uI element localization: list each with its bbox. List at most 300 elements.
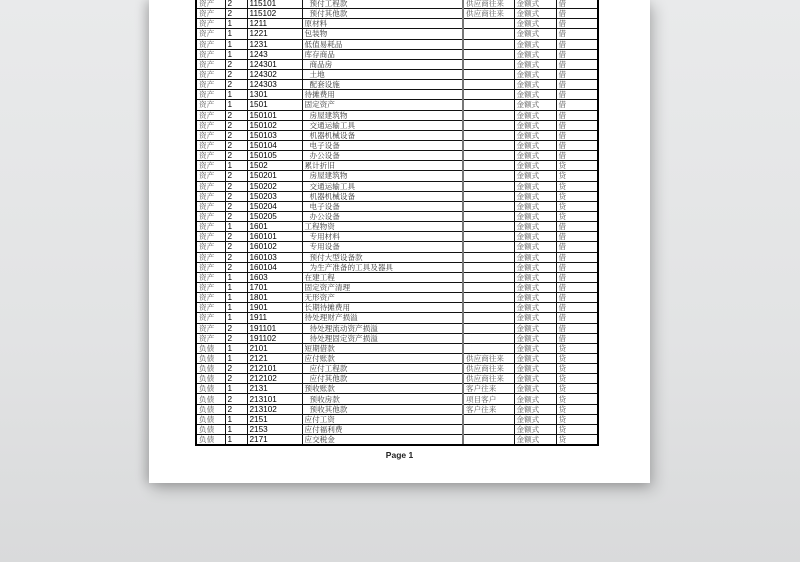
table-row [196,49,598,59]
account-level-cell: 2 [225,0,247,9]
balance-direction-cell: 贷 [556,353,598,363]
table-row [196,364,598,374]
table-row [196,222,598,232]
account-code-cell: 124302 [247,69,302,79]
account-code-cell: 212102 [247,374,302,384]
account-format-cell: 金额式 [514,262,556,272]
account-code-cell: 1231 [247,39,302,49]
account-format-cell: 金额式 [514,100,556,110]
account-code-cell: 150202 [247,181,302,191]
account-category-cell: 资产 [196,29,225,39]
account-name-cell: 长期待摊费用 [302,303,463,313]
account-format-cell: 金额式 [514,272,556,282]
table-row [196,100,598,110]
account-name-cell: 待处理流动资产损溢 [302,323,463,333]
account-code-cell: 160101 [247,232,302,242]
account-level-cell: 2 [225,110,247,120]
account-category-cell: 资产 [196,0,225,9]
account-format-cell: 金额式 [514,151,556,161]
account-code-cell: 150103 [247,130,302,140]
account-category-cell: 资产 [196,242,225,252]
auxiliary-accounting-cell [463,191,514,201]
balance-direction-cell: 借 [556,140,598,150]
balance-direction-cell: 借 [556,80,598,90]
balance-direction-cell: 借 [556,0,598,9]
account-name-cell: 累计折旧 [302,161,463,171]
account-category-cell: 资产 [196,201,225,211]
balance-direction-cell: 借 [556,130,598,140]
account-category-cell: 资产 [196,191,225,201]
account-code-cell: 150203 [247,191,302,201]
auxiliary-accounting-cell [463,232,514,242]
auxiliary-accounting-cell [463,140,514,150]
account-category-cell: 负债 [196,353,225,363]
balance-direction-cell: 借 [556,333,598,343]
account-category-cell: 资产 [196,171,225,181]
page-number-label: Page 1 [385,450,414,460]
account-level-cell: 2 [225,80,247,90]
account-code-cell: 1603 [247,272,302,282]
account-category-cell: 资产 [196,252,225,262]
account-level-cell: 2 [225,69,247,79]
table-row [196,9,598,19]
account-format-cell: 金额式 [514,303,556,313]
account-name-cell: 固定资产 [302,100,463,110]
table-row [196,384,598,394]
table-row [196,293,598,303]
balance-direction-cell: 借 [556,242,598,252]
table-row [196,262,598,272]
table-row [196,232,598,242]
account-code-cell: 150105 [247,151,302,161]
account-format-cell: 金额式 [514,435,556,446]
account-name-cell: 交通运输工具 [302,181,463,191]
balance-direction-cell: 贷 [556,384,598,394]
auxiliary-accounting-cell: 项目客户 [463,394,514,404]
account-code-cell: 1801 [247,293,302,303]
account-name-cell: 包装物 [302,29,463,39]
auxiliary-accounting-cell: 供应商往来 [463,353,514,363]
account-level-cell: 1 [225,313,247,323]
account-level-cell: 1 [225,49,247,59]
account-level-cell: 2 [225,394,247,404]
account-format-cell: 金额式 [514,69,556,79]
account-name-cell: 应付其他款 [302,374,463,384]
account-code-cell: 115101 [247,0,302,9]
table-row [196,414,598,424]
balance-direction-cell: 借 [556,293,598,303]
account-name-cell: 办公设备 [302,211,463,221]
table-row [196,140,598,150]
auxiliary-accounting-cell [463,130,514,140]
balance-direction-cell: 贷 [556,211,598,221]
account-name-cell: 固定资产清理 [302,282,463,292]
balance-direction-cell: 借 [556,49,598,59]
account-format-cell: 金额式 [514,171,556,181]
account-level-cell: 1 [225,272,247,282]
account-level-cell: 2 [225,151,247,161]
account-name-cell: 办公设备 [302,151,463,161]
account-name-cell: 为生产准备的工具及器具 [302,262,463,272]
account-level-cell: 1 [225,343,247,353]
account-name-cell: 低值易耗品 [302,39,463,49]
account-name-cell: 预收账款 [302,384,463,394]
table-row [196,59,598,69]
balance-direction-cell: 借 [556,9,598,19]
account-level-cell: 2 [225,201,247,211]
auxiliary-accounting-cell [463,19,514,29]
account-format-cell: 金额式 [514,19,556,29]
account-format-cell: 金额式 [514,191,556,201]
account-format-cell: 金额式 [514,424,556,434]
auxiliary-accounting-cell [463,272,514,282]
account-format-cell: 金额式 [514,252,556,262]
balance-direction-cell: 借 [556,303,598,313]
table-row [196,394,598,404]
account-level-cell: 2 [225,120,247,130]
account-name-cell: 待处理固定资产损溢 [302,333,463,343]
account-code-cell: 1501 [247,100,302,110]
account-format-cell: 金额式 [514,242,556,252]
account-level-cell: 1 [225,90,247,100]
auxiliary-accounting-cell [463,343,514,353]
balance-direction-cell: 借 [556,100,598,110]
account-format-cell: 金额式 [514,333,556,343]
table-row [196,80,598,90]
auxiliary-accounting-cell [463,424,514,434]
table-row [196,90,598,100]
account-name-cell: 配套设施 [302,80,463,90]
account-code-cell: 1601 [247,222,302,232]
balance-direction-cell: 贷 [556,161,598,171]
account-category-cell: 资产 [196,161,225,171]
account-level-cell: 2 [225,232,247,242]
account-format-cell: 金额式 [514,232,556,242]
account-format-cell: 金额式 [514,343,556,353]
account-category-cell: 资产 [196,140,225,150]
account-code-cell: 150101 [247,110,302,120]
account-name-cell: 机器机械设备 [302,130,463,140]
auxiliary-accounting-cell [463,242,514,252]
account-format-cell: 金额式 [514,293,556,303]
balance-direction-cell: 借 [556,69,598,79]
account-code-cell: 115102 [247,9,302,19]
table-row [196,252,598,262]
auxiliary-accounting-cell [463,120,514,130]
account-code-cell: 160102 [247,242,302,252]
auxiliary-accounting-cell [463,29,514,39]
account-format-cell: 金额式 [514,353,556,363]
account-category-cell: 负债 [196,384,225,394]
account-name-cell: 电子设备 [302,201,463,211]
account-category-cell: 资产 [196,181,225,191]
account-code-cell: 2171 [247,435,302,446]
account-code-cell: 2101 [247,343,302,353]
account-category-cell: 资产 [196,130,225,140]
account-level-cell: 2 [225,323,247,333]
account-level-cell: 2 [225,252,247,262]
account-category-cell: 资产 [196,303,225,313]
account-level-cell: 1 [225,19,247,29]
account-category-cell: 负债 [196,343,225,353]
auxiliary-accounting-cell: 供应商往来 [463,0,514,9]
table-row [196,161,598,171]
auxiliary-accounting-cell [463,80,514,90]
account-format-cell: 金额式 [514,161,556,171]
account-code-cell: 160104 [247,262,302,272]
account-code-cell: 191101 [247,323,302,333]
table-row [196,120,598,130]
table-row [196,211,598,221]
chart-of-accounts-table [195,0,599,446]
account-category-cell: 资产 [196,80,225,90]
account-category-cell: 资产 [196,39,225,49]
account-name-cell: 预收房款 [302,394,463,404]
account-category-cell: 资产 [196,9,225,19]
table-row [196,201,598,211]
account-format-cell: 金额式 [514,181,556,191]
account-name-cell: 预收其他款 [302,404,463,414]
balance-direction-cell: 借 [556,39,598,49]
table-row [196,0,598,9]
balance-direction-cell: 借 [556,232,598,242]
account-name-cell: 工程物资 [302,222,463,232]
account-format-cell: 金额式 [514,90,556,100]
account-category-cell: 负债 [196,424,225,434]
balance-direction-cell: 借 [556,120,598,130]
account-category-cell: 资产 [196,151,225,161]
account-name-cell: 房屋建筑物 [302,110,463,120]
account-format-cell: 金额式 [514,49,556,59]
account-level-cell: 2 [225,364,247,374]
account-name-cell: 应付工资 [302,414,463,424]
auxiliary-accounting-cell [463,262,514,272]
account-level-cell: 1 [225,303,247,313]
account-format-cell: 金额式 [514,130,556,140]
balance-direction-cell: 贷 [556,424,598,434]
table-row [196,272,598,282]
account-name-cell: 机器机械设备 [302,191,463,201]
table-row [196,191,598,201]
account-name-cell: 原材料 [302,19,463,29]
account-format-cell: 金额式 [514,364,556,374]
table-row [196,39,598,49]
account-category-cell: 负债 [196,435,225,446]
account-code-cell: 2131 [247,384,302,394]
table-row [196,110,598,120]
account-category-cell: 资产 [196,313,225,323]
account-format-cell: 金额式 [514,323,556,333]
table-row [196,181,598,191]
account-level-cell: 2 [225,211,247,221]
table-row [196,282,598,292]
balance-direction-cell: 贷 [556,191,598,201]
account-category-cell: 资产 [196,333,225,343]
account-category-cell: 资产 [196,59,225,69]
balance-direction-cell: 贷 [556,404,598,414]
auxiliary-accounting-cell: 供应商往来 [463,364,514,374]
balance-direction-cell: 借 [556,252,598,262]
account-code-cell: 213101 [247,394,302,404]
account-category-cell: 负债 [196,374,225,384]
account-category-cell: 资产 [196,69,225,79]
balance-direction-cell: 借 [556,151,598,161]
account-name-cell: 短期借款 [302,343,463,353]
table-row [196,343,598,353]
account-code-cell: 150201 [247,171,302,181]
account-name-cell: 应付福利费 [302,424,463,434]
account-level-cell: 2 [225,242,247,252]
table-row [196,29,598,39]
account-format-cell: 金额式 [514,313,556,323]
account-format-cell: 金额式 [514,29,556,39]
account-name-cell: 库存商品 [302,49,463,59]
account-format-cell: 金额式 [514,9,556,19]
account-format-cell: 金额式 [514,0,556,9]
account-code-cell: 212101 [247,364,302,374]
balance-direction-cell: 借 [556,59,598,69]
balance-direction-cell: 借 [556,29,598,39]
auxiliary-accounting-cell [463,333,514,343]
account-code-cell: 160103 [247,252,302,262]
account-code-cell: 150102 [247,120,302,130]
account-category-cell: 负债 [196,404,225,414]
table-row [196,435,598,446]
account-name-cell: 商品房 [302,59,463,69]
account-level-cell: 1 [225,353,247,363]
auxiliary-accounting-cell [463,211,514,221]
account-code-cell: 1901 [247,303,302,313]
account-name-cell: 应付工程款 [302,364,463,374]
account-category-cell: 资产 [196,49,225,59]
account-level-cell: 2 [225,171,247,181]
account-code-cell: 213102 [247,404,302,414]
document-page [149,0,650,483]
balance-direction-cell: 贷 [556,201,598,211]
balance-direction-cell: 借 [556,110,598,120]
balance-direction-cell: 借 [556,19,598,29]
account-code-cell: 1701 [247,282,302,292]
auxiliary-accounting-cell [463,435,514,446]
account-format-cell: 金额式 [514,394,556,404]
table-row [196,171,598,181]
account-level-cell: 1 [225,39,247,49]
account-code-cell: 124301 [247,59,302,69]
account-name-cell: 专用设备 [302,242,463,252]
account-format-cell: 金额式 [514,39,556,49]
account-level-cell: 2 [225,130,247,140]
account-level-cell: 2 [225,9,247,19]
auxiliary-accounting-cell [463,323,514,333]
auxiliary-accounting-cell: 供应商往来 [463,9,514,19]
balance-direction-cell: 贷 [556,394,598,404]
auxiliary-accounting-cell [463,110,514,120]
table-row [196,151,598,161]
account-code-cell: 1301 [247,90,302,100]
table-row [196,323,598,333]
balance-direction-cell: 借 [556,323,598,333]
auxiliary-accounting-cell [463,90,514,100]
account-category-cell: 资产 [196,90,225,100]
account-category-cell: 资产 [196,120,225,130]
balance-direction-cell: 借 [556,222,598,232]
auxiliary-accounting-cell [463,161,514,171]
table-row [196,353,598,363]
account-code-cell: 1243 [247,49,302,59]
balance-direction-cell: 借 [556,282,598,292]
account-category-cell: 资产 [196,211,225,221]
account-code-cell: 150205 [247,211,302,221]
account-category-cell: 资产 [196,293,225,303]
account-format-cell: 金额式 [514,201,556,211]
account-category-cell: 资产 [196,100,225,110]
table-body [196,0,598,445]
balance-direction-cell: 贷 [556,374,598,384]
balance-direction-cell: 借 [556,90,598,100]
auxiliary-accounting-cell [463,414,514,424]
auxiliary-accounting-cell [463,171,514,181]
auxiliary-accounting-cell: 供应商往来 [463,374,514,384]
account-name-cell: 房屋建筑物 [302,171,463,181]
account-category-cell: 资产 [196,272,225,282]
account-category-cell: 资产 [196,282,225,292]
account-level-cell: 2 [225,59,247,69]
account-level-cell: 2 [225,374,247,384]
account-name-cell: 专用材料 [302,232,463,242]
account-code-cell: 191102 [247,333,302,343]
account-category-cell: 资产 [196,232,225,242]
account-format-cell: 金额式 [514,110,556,120]
auxiliary-accounting-cell [463,313,514,323]
account-code-cell: 124303 [247,80,302,90]
auxiliary-accounting-cell [463,282,514,292]
account-name-cell: 预付其他款 [302,9,463,19]
account-category-cell: 资产 [196,323,225,333]
auxiliary-accounting-cell [463,151,514,161]
account-format-cell: 金额式 [514,374,556,384]
account-level-cell: 1 [225,435,247,446]
account-category-cell: 负债 [196,364,225,374]
balance-direction-cell: 借 [556,272,598,282]
account-name-cell: 预付工程款 [302,0,463,9]
account-format-cell: 金额式 [514,222,556,232]
balance-direction-cell: 贷 [556,343,598,353]
auxiliary-accounting-cell [463,293,514,303]
account-category-cell: 资产 [196,19,225,29]
balance-direction-cell: 借 [556,262,598,272]
balance-direction-cell: 贷 [556,414,598,424]
account-level-cell: 1 [225,384,247,394]
auxiliary-accounting-cell [463,39,514,49]
account-name-cell: 应付账款 [302,353,463,363]
table-row [196,19,598,29]
account-level-cell: 2 [225,191,247,201]
account-level-cell: 1 [225,293,247,303]
account-format-cell: 金额式 [514,80,556,90]
account-format-cell: 金额式 [514,414,556,424]
account-category-cell: 资产 [196,262,225,272]
account-level-cell: 2 [225,333,247,343]
balance-direction-cell: 借 [556,313,598,323]
account-name-cell: 待处理财产损溢 [302,313,463,323]
account-name-cell: 土地 [302,69,463,79]
table-row [196,313,598,323]
account-format-cell: 金额式 [514,211,556,221]
account-code-cell: 150104 [247,140,302,150]
account-name-cell: 交通运输工具 [302,120,463,130]
table-row [196,404,598,414]
auxiliary-accounting-cell: 客户往来 [463,404,514,414]
